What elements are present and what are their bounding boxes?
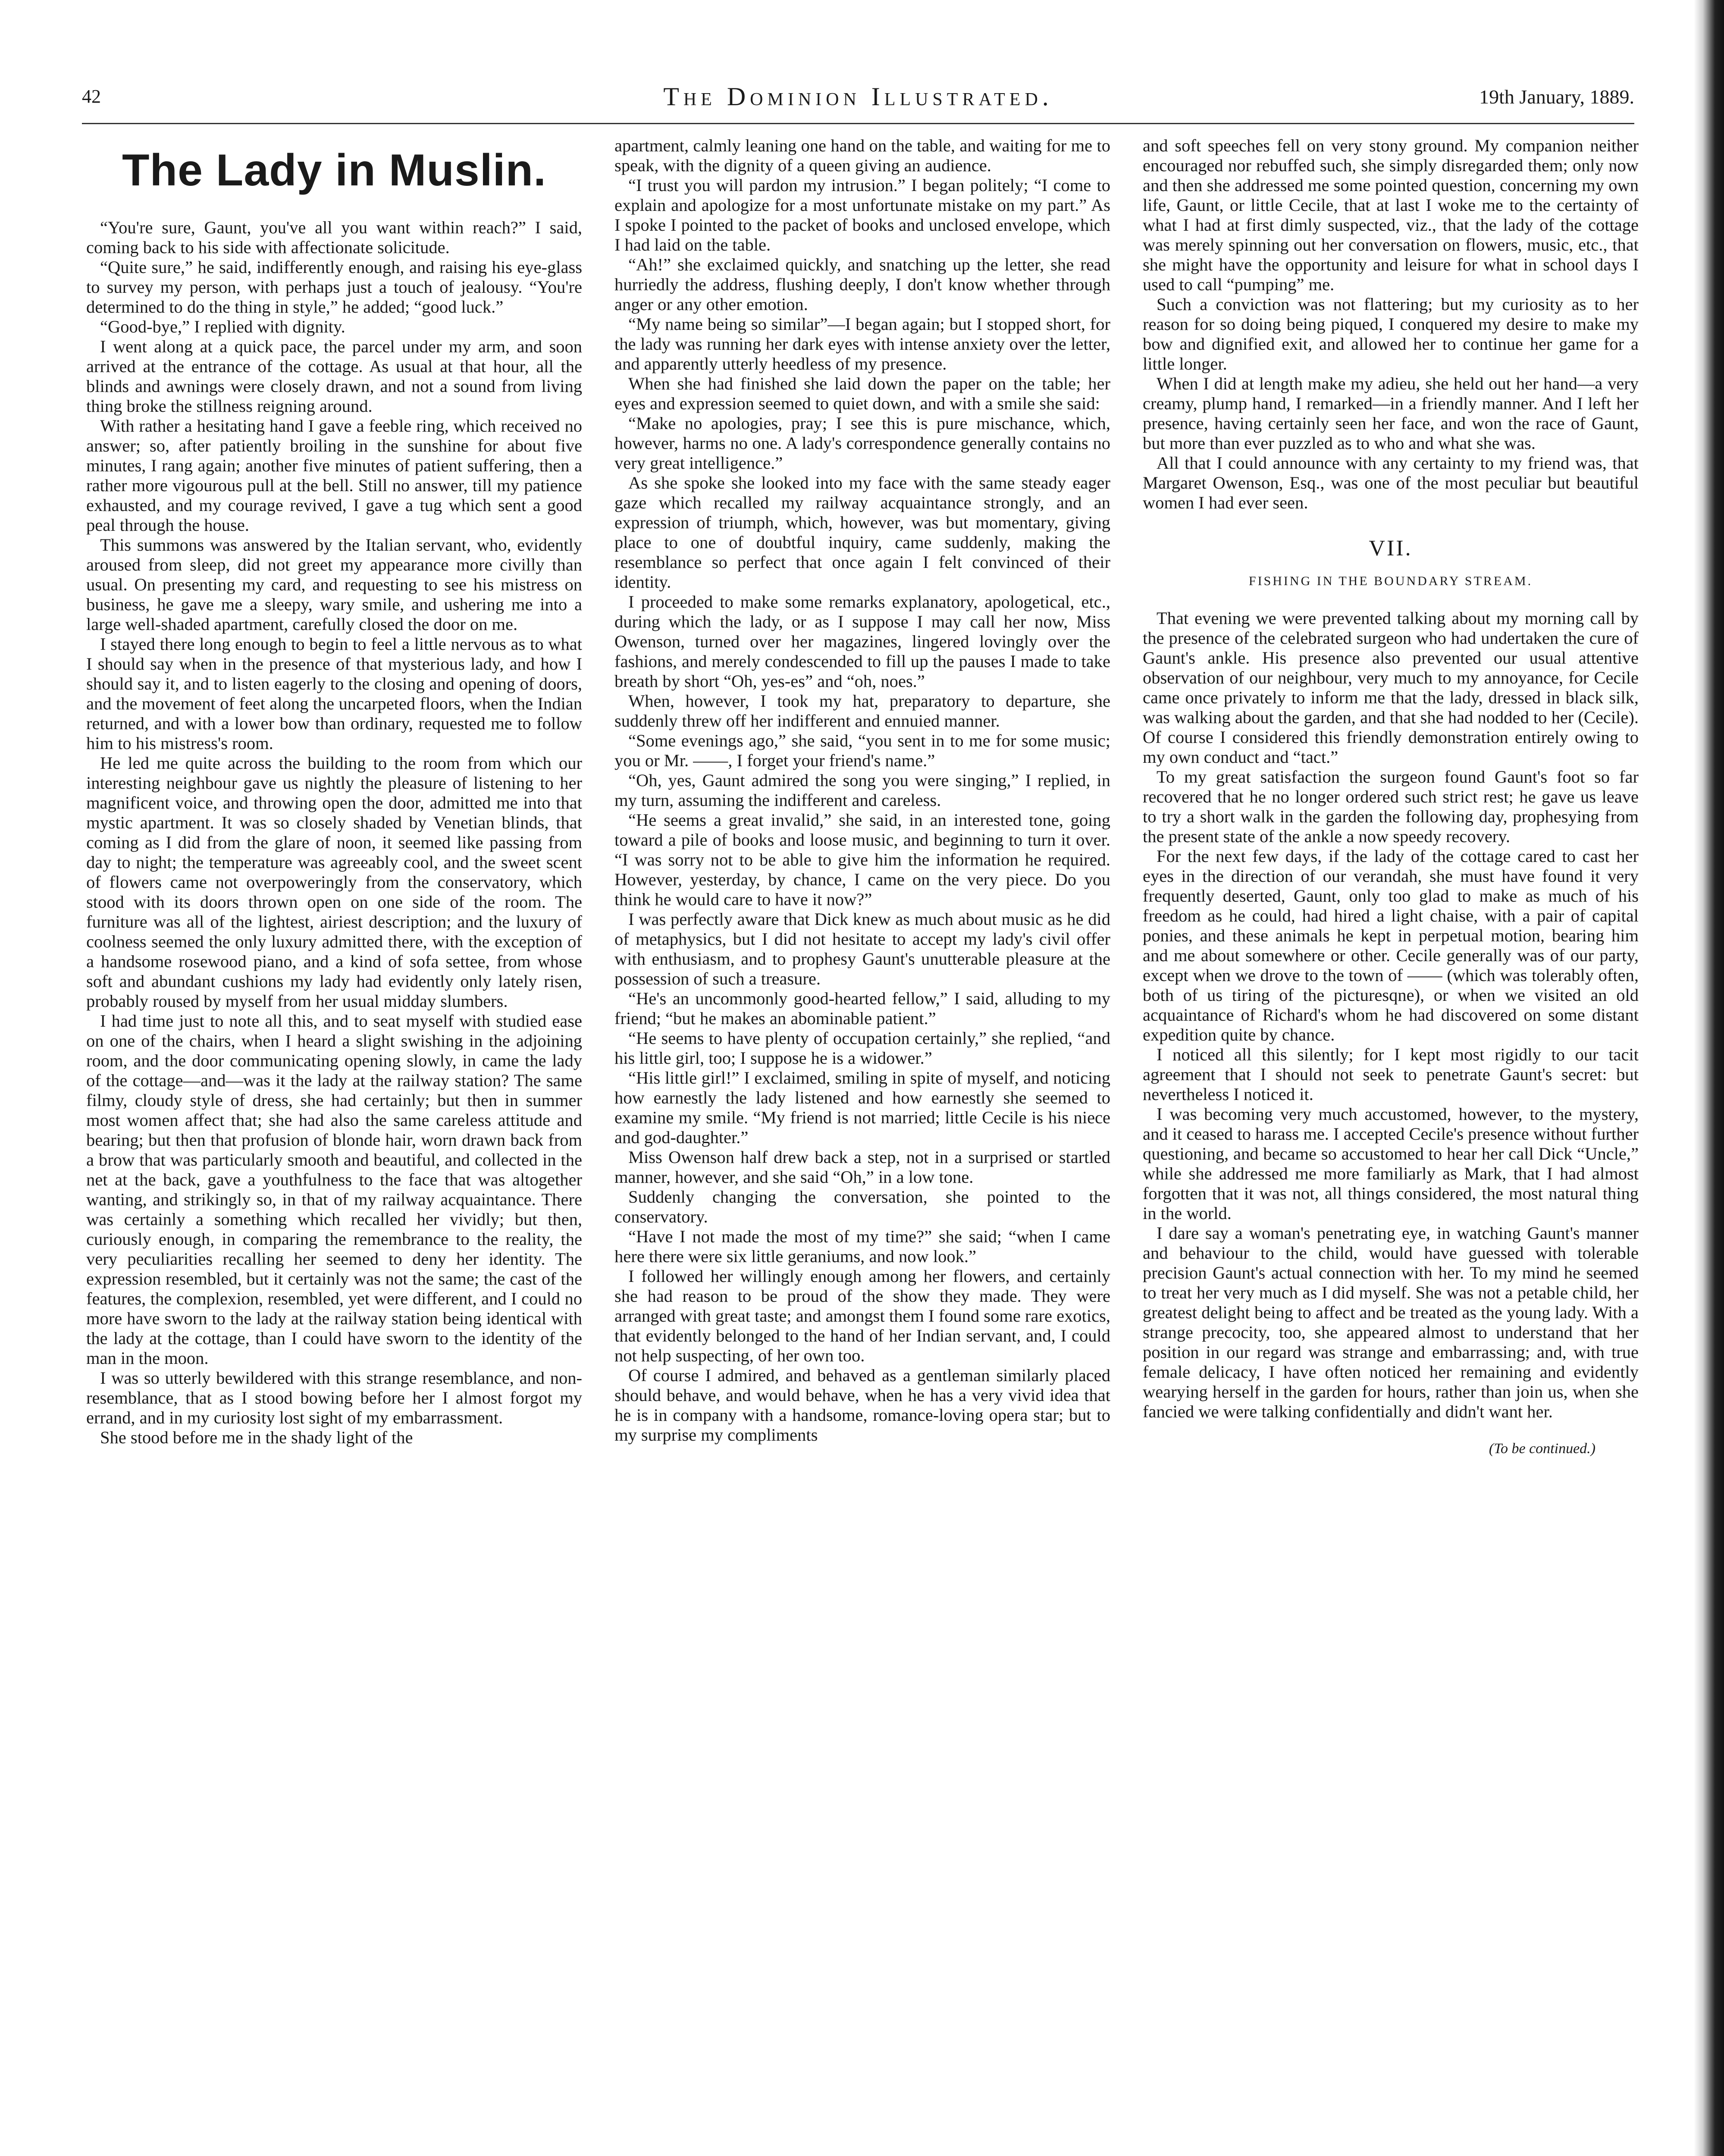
- paragraph: Of course I admired, and behaved as a gentleman similarly placed should behave, and would behave, when he has a very vivid idea that he is in company with a handsome, romance-loving opera star; but to my surprise my compliments: [614, 1366, 1110, 1445]
- paragraph: “Have I not made the most of my time?” she said; “when I came here there were six little geraniums, and now look.”: [614, 1227, 1110, 1266]
- paragraph: “You're sure, Gaunt, you've all you want within reach?” I said, coming back to his side with affectionate solicitude.: [86, 218, 582, 257]
- paragraph: I had time just to note all this, and to seat myself with studied ease on one of the chairs, when I heard a slight swishing in the adjoining room, and the door communicating opening slowly, in came the lady of the cottage—and—was it the lady at the railway station? The same filmy, cloudy style of dress, she had certainly; but then in summer most women affect that; she had also the same careless attitude and bearing; but then that profusion of blonde hair, worn drawn back from a brow that was particularly smooth and beautiful, and collected in the net at the back, gave a youthfulness to the face that was altogether wanting, and strikingly so, in that of my railway acquaintance. There was certainly a something which recalled her vividly; but then, curiously enough, in comparing the remembrance to the reality, the very peculiarities recalling her seemed to deny her identity. The expression resembled, but it certainly was not the same; the cast of the features, the complexion, resembled, yet were different, and I could no more have sworn to the lady at the railway station being identical with the lady at the cottage, than I could have sworn to the identity of the man in the moon.: [86, 1011, 582, 1368]
- page-number: 42: [82, 86, 101, 107]
- paragraph: Suddenly changing the conversation, she pointed to the conservatory.: [614, 1187, 1110, 1226]
- header-rule: [82, 123, 1634, 124]
- paragraph: I was so utterly bewildered with this strange resemblance, and non-resemblance, that as I stood bowing before her I almost forgot my errand, and in my curiosity lost sight of my embarrassment.: [86, 1368, 582, 1427]
- paragraph: As she spoke she looked into my face with the same steady eager gaze which recalled my railway acquaintance strongly, and an expression of triumph, which, however, was but momentary, giving place to one of doubtful inquiry, came suddenly, making the resemblance so perfect that once again I felt convinced of their identity.: [614, 473, 1110, 592]
- issue-date: 19th January, 1889.: [1479, 86, 1634, 108]
- paragraph: When, however, I took my hat, preparatory to departure, she suddenly threw off her indifferent and ennuied manner.: [614, 691, 1110, 730]
- paragraph: This summons was answered by the Italian servant, who, evidently aroused from sleep, did not greet my appearance more civilly than usual. On presenting my card, and requesting to see his mistress on business, he gave me a sleepy, wary smile, and ushering me into a large well-shaded apartment, carefully closed the door on me.: [86, 535, 582, 634]
- paragraph: I proceeded to make some remarks explanatory, apologetical, etc., during which the lady, or as I suppose I may call her now, Miss Owenson, turned over her magazines, lingered lovingly over the fashions, and merely condescended to fill up the pauses I made to take breath by short “Oh, yes-es” and “oh, noes.”: [614, 592, 1110, 691]
- paragraph: and soft speeches fell on very stony ground. My companion neither encouraged nor rebuffed such, she simply disregarded them; only now and then she addressed me some pointed question, concerning my own life, Gaunt, or little Cecile, that at last I woke me to the certainty of what I had at first dimly suspected, viz., that the lady of the cottage was merely spinning out her conversation on flowers, music, etc., that she might have the opportunity and leisure for what in school days I used to call “pumping” me.: [1143, 136, 1639, 294]
- column-3: [1143, 136, 1639, 2156]
- paragraph: apartment, calmly leaning one hand on the table, and waiting for me to speak, with the dignity of a queen giving an audience.: [614, 136, 1110, 175]
- paragraph: All that I could announce with any certainty to my friend was, that Margaret Owenson, Esq., was one of the most peculiar but beautiful women I had ever seen.: [1143, 453, 1639, 512]
- paragraph: “Make no apologies, pray; I see this is pure mischance, which, however, harms no one. A lady's correspondence generally contains no very great intelligence.”: [614, 414, 1110, 473]
- paragraph: “Good-bye,” I replied with dignity.: [100, 317, 345, 336]
- paragraph: “He seems to have plenty of occupation certainly,” she replied, “and his little girl, too; I suppose he is a widower.”: [614, 1028, 1110, 1068]
- paragraph: That evening we were prevented talking about my morning call by the presence of the celebrated surgeon who had undertaken the cure of Gaunt's ankle. His presence also prevented our usual attentive observation of our neighbour, very much to my annoyance, for Cecile came once privately to inform me that the lady, dressed in black silk, was walking about the garden, and that she had nodded to her (Cecile). Of course I considered this friendly demonstration entirely owing to my own conduct and “tact.”: [1143, 608, 1639, 767]
- paragraph: “Oh, yes, Gaunt admired the song you were singing,” I replied, in my turn, assuming the indifferent and careless.: [614, 771, 1110, 810]
- paragraph: He led me quite across the building to the room from which our interesting neighbour gave us nightly the pleasure of listening to her magnificent voice, and throwing open the door, admitted me into that mystic apartment. It was so closely shaded by Venetian blinds, that coming as I did from the glare of noon, it seemed like passing from day to night; the temperature was agreeably cool, and the sweet scent of flowers came not overpoweringly from the conservatory, which stood with its doors thrown open on one side of the room. The furniture was all of the lightest, airiest description; and the luxury of coolness seemed the only luxury admitted there, with the exception of a handsome rosewood piano, and a kind of sofa settee, from whose soft and abundant cushions my lady had evidently only lately risen, probably roused by myself from her usual midday slumbers.: [86, 753, 582, 1011]
- paragraph: With rather a hesitating hand I gave a feeble ring, which received no answer; so, after patiently broiling in the sunshine for about five minutes, I rang again; another five minutes of patient suffering, then a rather more vigourous pull at the bell. Still no answer, till my patience exhausted, and my courage revived, I gave a tug which sent a good peal through the house.: [86, 416, 582, 535]
- paragraph: I was perfectly aware that Dick knew as much about music as he did of metaphysics, but I did not hesitate to accept my lady's civil offer with enthusiasm, and to prophesy Gaunt's unutterable pleasure at the possession of such a treasure.: [614, 909, 1110, 988]
- paragraph: Such a conviction was not flattering; but my curiosity as to her reason for so doing being piqued, I conquered my desire to make my bow and dignified exit, and allowed her to continue her game for a little longer.: [1143, 295, 1639, 373]
- paragraph: I stayed there long enough to begin to feel a little nervous as to what I should say when in the presence of that mysterious lady, and how I should say it, and to listen eagerly to the closing and opening of doors, and the movement of feet along the uncarpeted floors, when the Indian returned, and with a lower bow than ordinary, requested me to follow him to his mistress's room.: [86, 634, 582, 753]
- column-2: [614, 136, 1110, 2156]
- chapter-number: VII.: [1369, 536, 1413, 561]
- chapter-title: FISHING IN THE BOUNDARY STREAM.: [1248, 574, 1533, 588]
- paragraph: “He's an uncommonly good-hearted fellow,” I said, alluding to my friend; “but he makes an abominable patient.”: [614, 989, 1110, 1028]
- paragraph: I went along at a quick pace, the parcel under my arm, and soon arrived at the entrance of the cottage. As usual at that hour, all the blinds and awnings were closely drawn, and not a sound from living thing broke the stillness reigning around.: [86, 337, 582, 416]
- journal-title: The Dominion Illustrated.: [663, 82, 1053, 111]
- paragraph: “I trust you will pardon my intrusion.” I began politely; “I come to explain and apologize for a most unfortunate mistake on my part.” As I spoke I pointed to the packet of books and unclosed envelope, which I had laid on the table.: [614, 175, 1110, 254]
- paragraph: I followed her willingly enough among her flowers, and certainly she had reason to be proud of the show they made. They were arranged with great taste; and amongst them I found some rare exotics, that evidently belonged to the hand of her Indian servant, and, I could not help suspecting, of her own too.: [614, 1266, 1110, 1365]
- to-be-continued: (To be continued.): [1489, 1441, 1595, 1457]
- paragraph: Miss Owenson half drew back a step, not in a surprised or startled manner, however, and she said “Oh,” in a low tone.: [614, 1147, 1110, 1187]
- column-1: [86, 136, 582, 2156]
- paragraph: “Ah!” she exclaimed quickly, and snatching up the letter, she read hurriedly the address, flushing deeply, I don't know whether through anger or any other emotion.: [614, 255, 1110, 314]
- paragraph: To my great satisfaction the surgeon found Gaunt's foot so far recovered that he no longer ordered such strict rest; he gave us leave to try a short walk in the garden the following day, prophesying from the present state of the ankle a now speedy recovery.: [1143, 767, 1639, 846]
- paragraph: “He seems a great invalid,” she said, in an interested tone, going toward a pile of books and loose music, and beginning to turn it over. “I was sorry not to be able to give him the information he required. However, yesterday, by chance, I came on the very piece. Do you think he would care to have it now?”: [614, 810, 1110, 909]
- article-columns: [86, 136, 1639, 2156]
- paragraph: I dare say a woman's penetrating eye, in watching Gaunt's manner and behaviour to the child, would have guessed with tolerable precision Gaunt's actual connection with her. To my mind he seemed to treat her very much as I did myself. She was not a petable child, her greatest delight being to affect and be treated as the young lady. With a strange precocity, too, she appeared almost to understand that her position in our regard was strange and embarrassing; and, with true female delicacy, I have often noticed her remaining and evidently wearying herself in the garden for hours, rather than join us, when she fancied we were talking confidentially and didn't want her.: [1143, 1223, 1639, 1421]
- paragraph: When I did at length make my adieu, she held out her hand—a very creamy, plump hand, I remarked—in a friendly manner. And I left her presence, having certainly seen her face, and won the race of Gaunt, but more than ever puzzled as to who and what she was.: [1143, 374, 1639, 453]
- paragraph: When she had finished she laid down the paper on the table; her eyes and expression seemed to quiet down, and with a smile she said:: [614, 374, 1110, 413]
- paragraph: “Quite sure,” he said, indifferently enough, and raising his eye-glass to survey my person, with perhaps just a touch of jealousy. “You're determined to do the thing in style,” he added; “good luck.”: [86, 257, 582, 317]
- paragraph: I was becoming very much accustomed, however, to the mystery, and it ceased to harass me. I accepted Cecile's presence without further questioning, and became so accustomed to hear her call Dick “Uncle,” while she addressed me more familiarly as Mark, that I had almost forgotten that it was not, all things considered, the most natural thing in the world.: [1143, 1104, 1639, 1223]
- article-title: The Lady in Muslin.: [122, 145, 546, 195]
- scan-edge: [1694, 0, 1724, 2156]
- paragraph: I noticed all this silently; for I kept most rigidly to our tacit agreement that I should not seek to penetrate Gaunt's secret: but nevertheless I noticed it.: [1143, 1045, 1639, 1104]
- page-header: [82, 82, 1634, 121]
- paragraph: “My name being so similar”—I began again; but I stopped short, for the lady was running her dark eyes with intense anxiety over the letter, and apparently utterly heedless of my presence.: [614, 314, 1110, 373]
- paragraph: “His little girl!” I exclaimed, smiling in spite of myself, and noticing how earnestly the lady listened and how earnestly she seemed to examine my smile. “My friend is not married; little Cecile is his niece and god-daughter.”: [614, 1068, 1110, 1147]
- paragraph: “Some evenings ago,” she said, “you sent in to me for some music; you or Mr. ——, I forget your friend's name.”: [614, 731, 1110, 770]
- paragraph: She stood before me in the shady light of the: [100, 1428, 413, 1447]
- paragraph: For the next few days, if the lady of the cottage cared to cast her eyes in the direction of our verandah, she must have found it very frequently deserted, Gaunt, only too glad to make as much of his freedom as he could, had hired a light chaise, with a pair of capital ponies, and these animals he kept in perpetual motion, bearing him and me about somewhere or other. Cecile generally was of our party, except when we drove to the town of —— (which was tolerably often, both of us tiring of the picturesqne), or when we visited an old acquaintance of Richard's whom he had discovered on some distant expedition quite by chance.: [1143, 846, 1639, 1044]
